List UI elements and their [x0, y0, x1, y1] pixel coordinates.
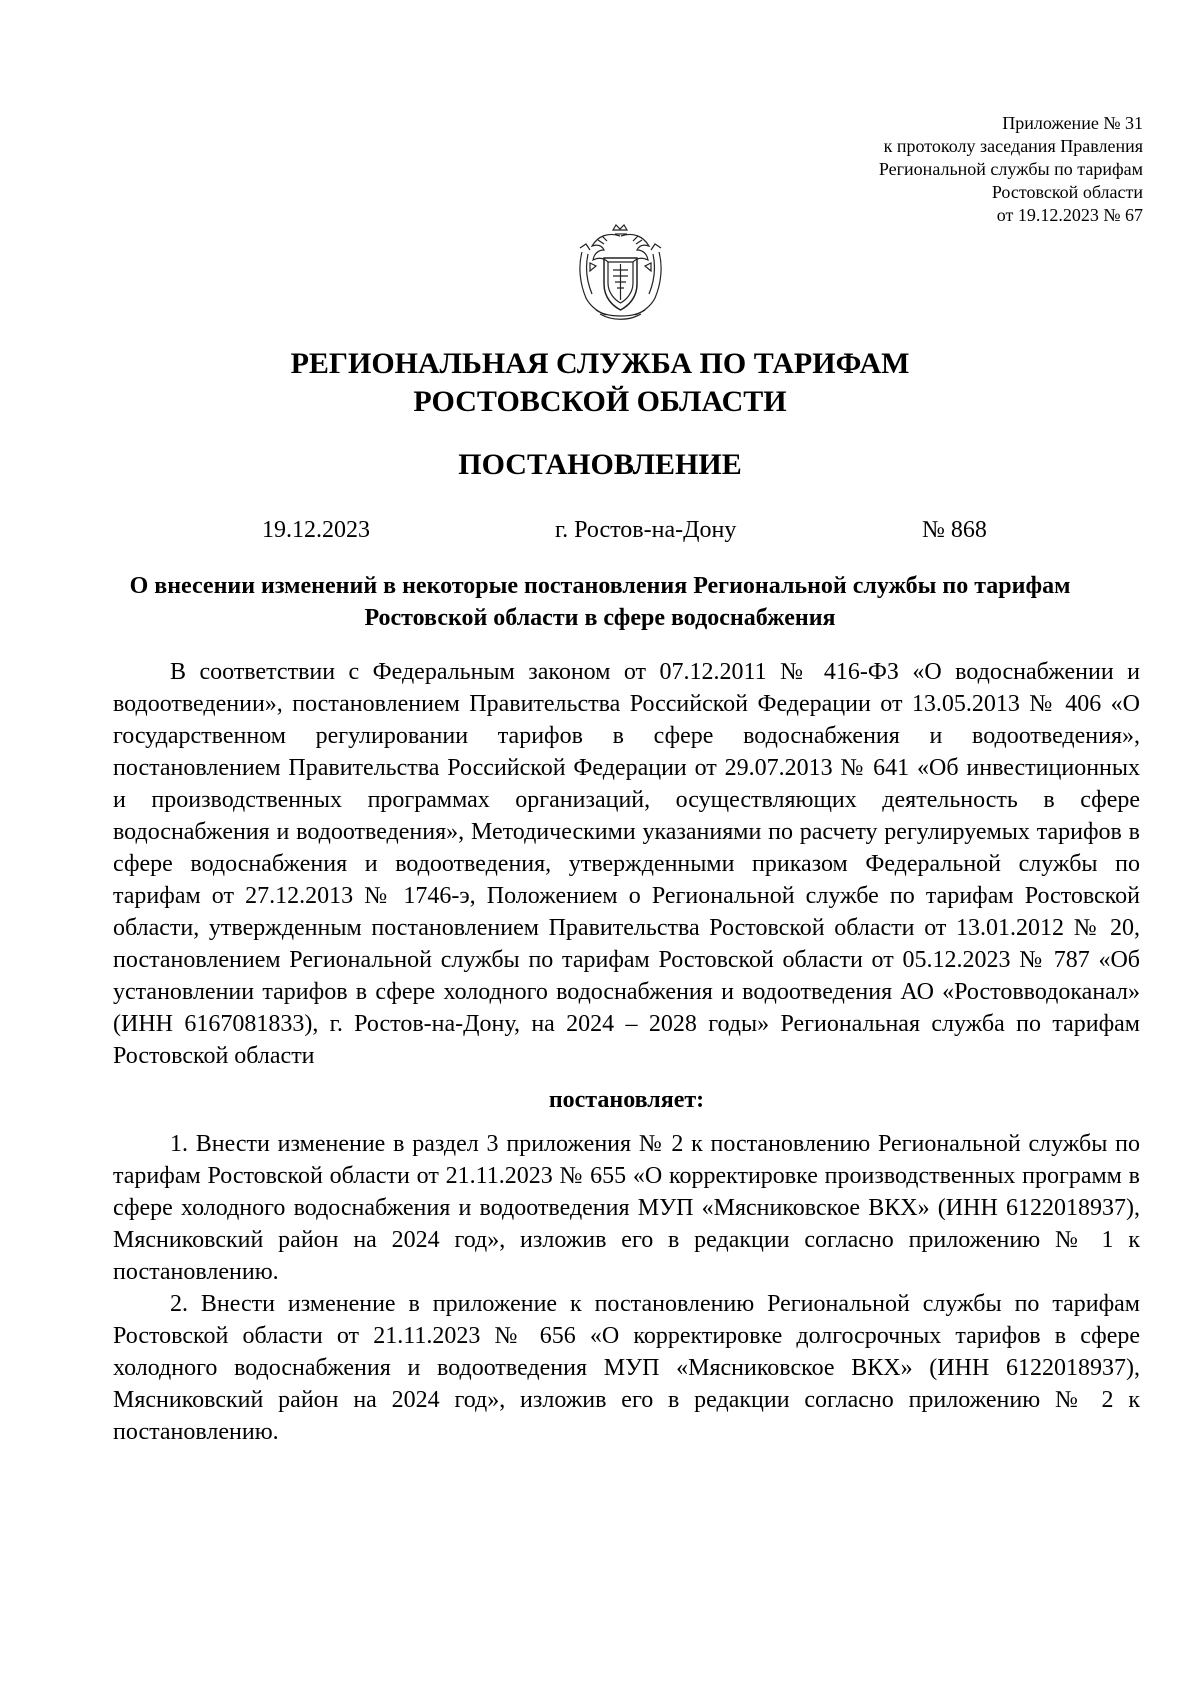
document-city: г. Ростов-на-Дону	[555, 517, 737, 543]
appendix-line-4: Ростовской области	[991, 182, 1143, 202]
document-type: ПОСТАНОВЛЕНИЕ	[458, 448, 742, 481]
organization-title-line-2: РОСТОВСКОЙ ОБЛАСТИ	[413, 385, 787, 418]
appendix-line-1: Приложение № 31	[1002, 113, 1143, 133]
appendix-line-2: к протоколу заседания Правления	[883, 136, 1143, 156]
document-body	[113, 656, 1140, 1448]
organization-title-line-1: РЕГИОНАЛЬНАЯ СЛУЖБА ПО ТАРИФАМ	[290, 347, 910, 380]
document-subject: О внесении изменений в некоторые постановления Региональной службы по тарифам Ростовской области в сфере водоснабжения	[129, 573, 1071, 631]
item-paragraph-1: 1. Внести изменение в раздел 3 приложения № 2 к постановлению Региональной службы по тарифам Ростовской области от 21.11.2023 № 655 «О корректировке производственных программ в сфере холодного водоснабжения и водоотведения МУП «Мясниковское ВКХ» (ИНН 6122018937), Мясниковский район на 2024 год», изложив его в редакции согласно приложению № 1 к постановлению.	[113, 1131, 1140, 1285]
appendix-note	[723, 112, 1143, 227]
organization-title	[0, 345, 1200, 421]
appendix-line-3: Региональной службы по тарифам	[878, 159, 1143, 179]
document-date: 19.12.2023	[262, 517, 370, 543]
coat-of-arms-emblem-icon	[568, 222, 673, 322]
document-number: № 868	[922, 517, 987, 543]
preamble-paragraph: В соответствии с Федеральным законом от 07.12.2011 № 416-ФЗ «О водоснабжении и водоотведении», постановлением Правительства Российской Федерации от 13.05.2013 № 406 «О государственном регулировании тарифов в сфере водоснабжения и водоотведения», постановлением Правительства Российской Федерации от 29.07.2013 № 641 «Об инвестиционных и производственных программах организаций, осуществляющих деятельность в сфере водоснабжения и водоотведения», Методическими указаниями по расчету регулируемых тарифов в сфере водоснабжения и водоотведения, утвержденными приказом Федеральной службы по тарифам от 27.12.2013 № 1746-э, Положением о Региональной службе по тарифам Ростовской области, утвержденным постановлением Правительства Ростовской области от 13.01.2012 № 20, постановлением Региональной службы по тарифам Ростовской области от 05.12.2023 № 787 «Об установлении тарифов в сфере холодного водоснабжения и водоотведения АО «Ростовводоканал» (ИНН 6167081833), г. Ростов-на-Дону, на 2024 – 2028 годы» Региональная служба по тарифам Ростовской области	[113, 659, 1140, 1069]
resolves-heading: постановляет:	[548, 1087, 705, 1113]
item-paragraph-2: 2. Внести изменение в приложение к постановлению Региональной службы по тарифам Ростовской области от 21.11.2023 № 656 «О корректировке долгосрочных тарифов в сфере холодного водоснабжения и водоотведения МУП «Мясниковское ВКХ» (ИНН 6122018937), Мясниковский район на 2024 год», изложив его в редакции согласно приложению № 2 к постановлению.	[113, 1291, 1140, 1445]
appendix-line-5: от 19.12.2023 № 67	[996, 205, 1143, 225]
